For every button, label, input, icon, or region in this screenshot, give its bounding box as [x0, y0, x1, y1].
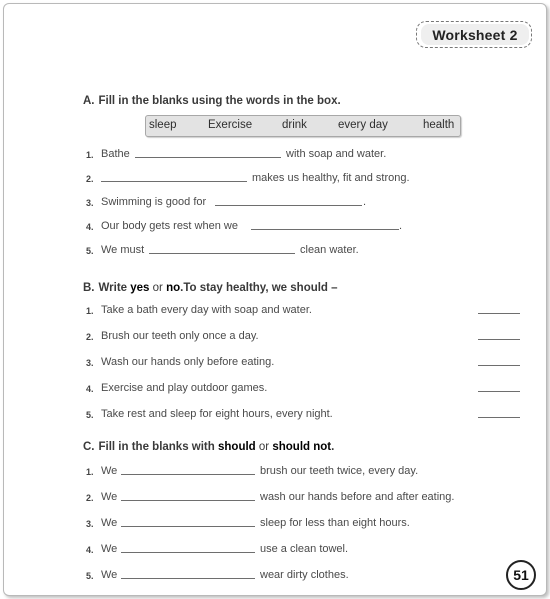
word-box-word: every day [338, 119, 388, 131]
word-box-word: health [423, 119, 455, 131]
item-text-before: We [101, 543, 118, 555]
word-box [145, 115, 461, 137]
item-text-after: with soap and water. [286, 148, 387, 160]
statement-text: Brush our teeth only once a day. [101, 330, 259, 342]
section-c-should-not: should not [272, 441, 332, 453]
item-number: 3. [86, 358, 94, 368]
item-number: 5. [86, 246, 94, 256]
answer-blank[interactable] [478, 391, 520, 392]
item-number: 1. [86, 306, 94, 316]
answer-blank[interactable] [251, 229, 399, 230]
section-c-heading [83, 441, 334, 453]
section-b-letter: B. [83, 282, 95, 294]
item-number: 3. [86, 198, 94, 208]
word-box-word: drink [282, 119, 307, 131]
item-text-before: We [101, 491, 118, 503]
item-number: 5. [86, 410, 94, 420]
worksheet-badge [416, 21, 532, 48]
statement-text: Wash our hands only before eating. [101, 356, 275, 368]
section-b-heading [83, 282, 338, 294]
section-c-text: Fill in the blanks with [98, 441, 215, 453]
item-number: 4. [86, 384, 94, 394]
item-number: 2. [86, 174, 94, 184]
worksheet-label: Worksheet 2 [421, 24, 529, 45]
section-c-or: or [258, 441, 270, 453]
section-c-letter: C. [83, 441, 95, 453]
statement-text: Take rest and sleep for eight hours, every night. [101, 408, 333, 420]
answer-blank[interactable] [101, 181, 247, 182]
answer-blank[interactable] [135, 157, 281, 158]
answer-blank[interactable] [478, 313, 520, 314]
section-a-instruction: Fill in the blanks using the words in the box. [98, 95, 341, 107]
answer-blank[interactable] [478, 339, 520, 340]
item-text-after: wear dirty clothes. [260, 569, 349, 581]
item-number: 2. [86, 332, 94, 342]
section-b-or: or [152, 282, 163, 294]
section-b-no: no [166, 282, 181, 294]
word-box-word: sleep [149, 119, 177, 131]
item-text-before: Swimming is good for [101, 196, 207, 208]
answer-blank[interactable] [121, 578, 255, 579]
item-number: 5. [86, 571, 94, 581]
answer-blank[interactable] [121, 500, 255, 501]
item-text-after: makes us healthy, fit and strong. [252, 172, 410, 184]
worksheet-page [3, 3, 547, 596]
item-text-before: Our body gets rest when we [101, 220, 238, 232]
item-number: 4. [86, 545, 94, 555]
item-number: 2. [86, 493, 94, 503]
section-b-text: Write [98, 282, 128, 294]
item-text-after: brush our teeth twice, every day. [260, 465, 419, 477]
word-box-word: Exercise [208, 119, 253, 131]
item-text-before: We [101, 569, 118, 581]
statement-text: Take a bath every day with soap and water. [101, 304, 312, 316]
item-text-after: . [363, 196, 367, 208]
item-number: 4. [86, 222, 94, 232]
section-b-yes: yes [130, 282, 150, 294]
section-c-should: should [218, 441, 256, 453]
answer-blank[interactable] [121, 474, 255, 475]
item-text-before: Bathe [101, 148, 130, 160]
statement-text: Exercise and play outdoor games. [101, 382, 268, 394]
item-text-after: use a clean towel. [260, 543, 349, 555]
section-c-end: . [331, 441, 335, 453]
item-text-after: sleep for less than eight hours. [260, 517, 410, 529]
item-text-before: We must [101, 244, 145, 256]
item-number: 3. [86, 519, 94, 529]
answer-blank[interactable] [478, 417, 520, 418]
item-text-after: clean water. [300, 244, 359, 256]
answer-blank[interactable] [149, 253, 295, 254]
section-b-text-end: .To stay healthy, we should – [180, 282, 338, 294]
answer-blank[interactable] [215, 205, 362, 206]
answer-blank[interactable] [121, 526, 255, 527]
item-text-after: wash our hands before and after eating. [260, 491, 455, 503]
item-text-before: We [101, 465, 118, 477]
answer-blank[interactable] [121, 552, 255, 553]
section-a-heading [83, 95, 341, 107]
item-number: 1. [86, 467, 94, 477]
item-text-before: We [101, 517, 118, 529]
answer-blank[interactable] [478, 365, 520, 366]
section-a-letter: A. [83, 95, 95, 107]
page-number: 51 [506, 560, 536, 590]
item-text-after: . [399, 220, 403, 232]
item-number: 1. [86, 150, 94, 160]
